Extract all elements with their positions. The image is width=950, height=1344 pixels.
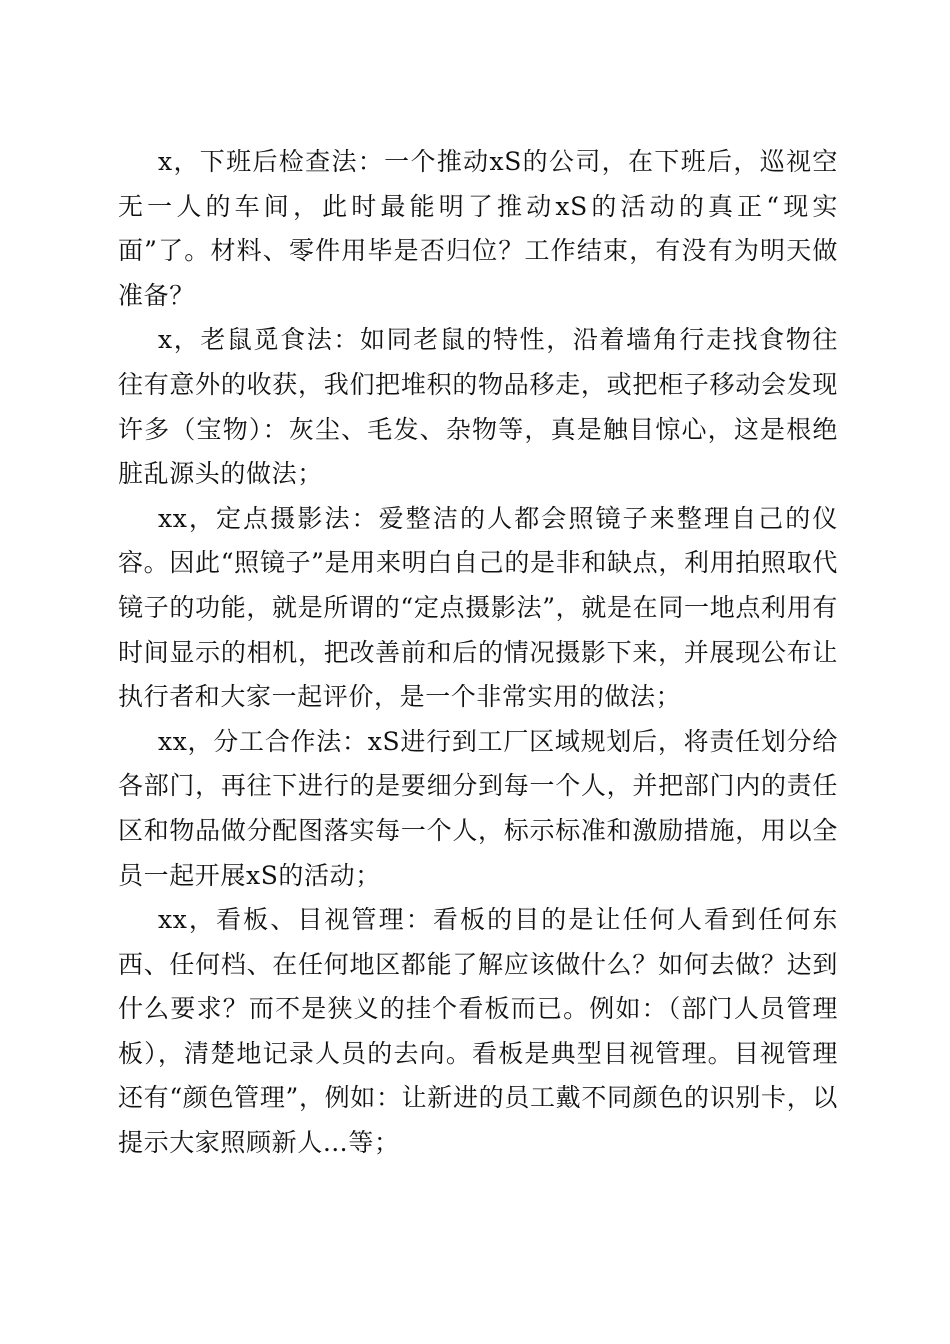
- document-body: [118, 140, 838, 1166]
- paragraph-visual-management: xx，看板、目视管理：看板的目的是让任何人看到任何东西、任何档、在任何地区都能了解应该做什么？如何去做？达到什么要求？而不是狭义的挂个看板而已。例如：（部门人员管理板），清楚地记录人员的去向。看板是典型目视管理。目视管理还有“颜色管理”，例如：让新进的员工戴不同颜色的识别卡，以提示大家照顾新人…等；: [118, 905, 838, 1158]
- paragraph-fixed-point-photography: xx，定点摄影法：爱整洁的人都会照镜子来整理自己的仪容。因此“照镜子”是用来明白自己的是非和缺点，利用拍照取代镜子的功能，就是所谓的“定点摄影法”，就是在同一地点利用有时间显示的相机，把改善前和后的情况摄影下来，并展现公布让执行者和大家一起评价，是一个非常实用的做法；: [118, 503, 838, 712]
- paragraph-mouse-foraging: x，老鼠觅食法：如同老鼠的特性，沿着墙角行走找食物往往有意外的收获，我们把堆积的物品移走，或把柜子移动会发现许多（宝物）：灰尘、毛发、杂物等，真是触目惊心，这是根绝脏乱源头的做法；: [118, 325, 838, 489]
- paragraph-division-of-labor: xx，分工合作法：xS进行到工厂区域规划后，将责任划分给各部门，再往下进行的是要细分到每一个人，并把部门内的责任区和物品做分配图落实每一个人，标示标准和激励措施，用以全员一起开展xS的活动；: [118, 726, 838, 890]
- paragraph-after-work-check: x，下班后检查法：一个推动xS的公司，在下班后，巡视空无一人的车间，此时最能明了推动xS的活动的真正“现实面”了。材料、零件用毕是否归位？工作结束，有没有为明天做准备？: [118, 147, 838, 310]
